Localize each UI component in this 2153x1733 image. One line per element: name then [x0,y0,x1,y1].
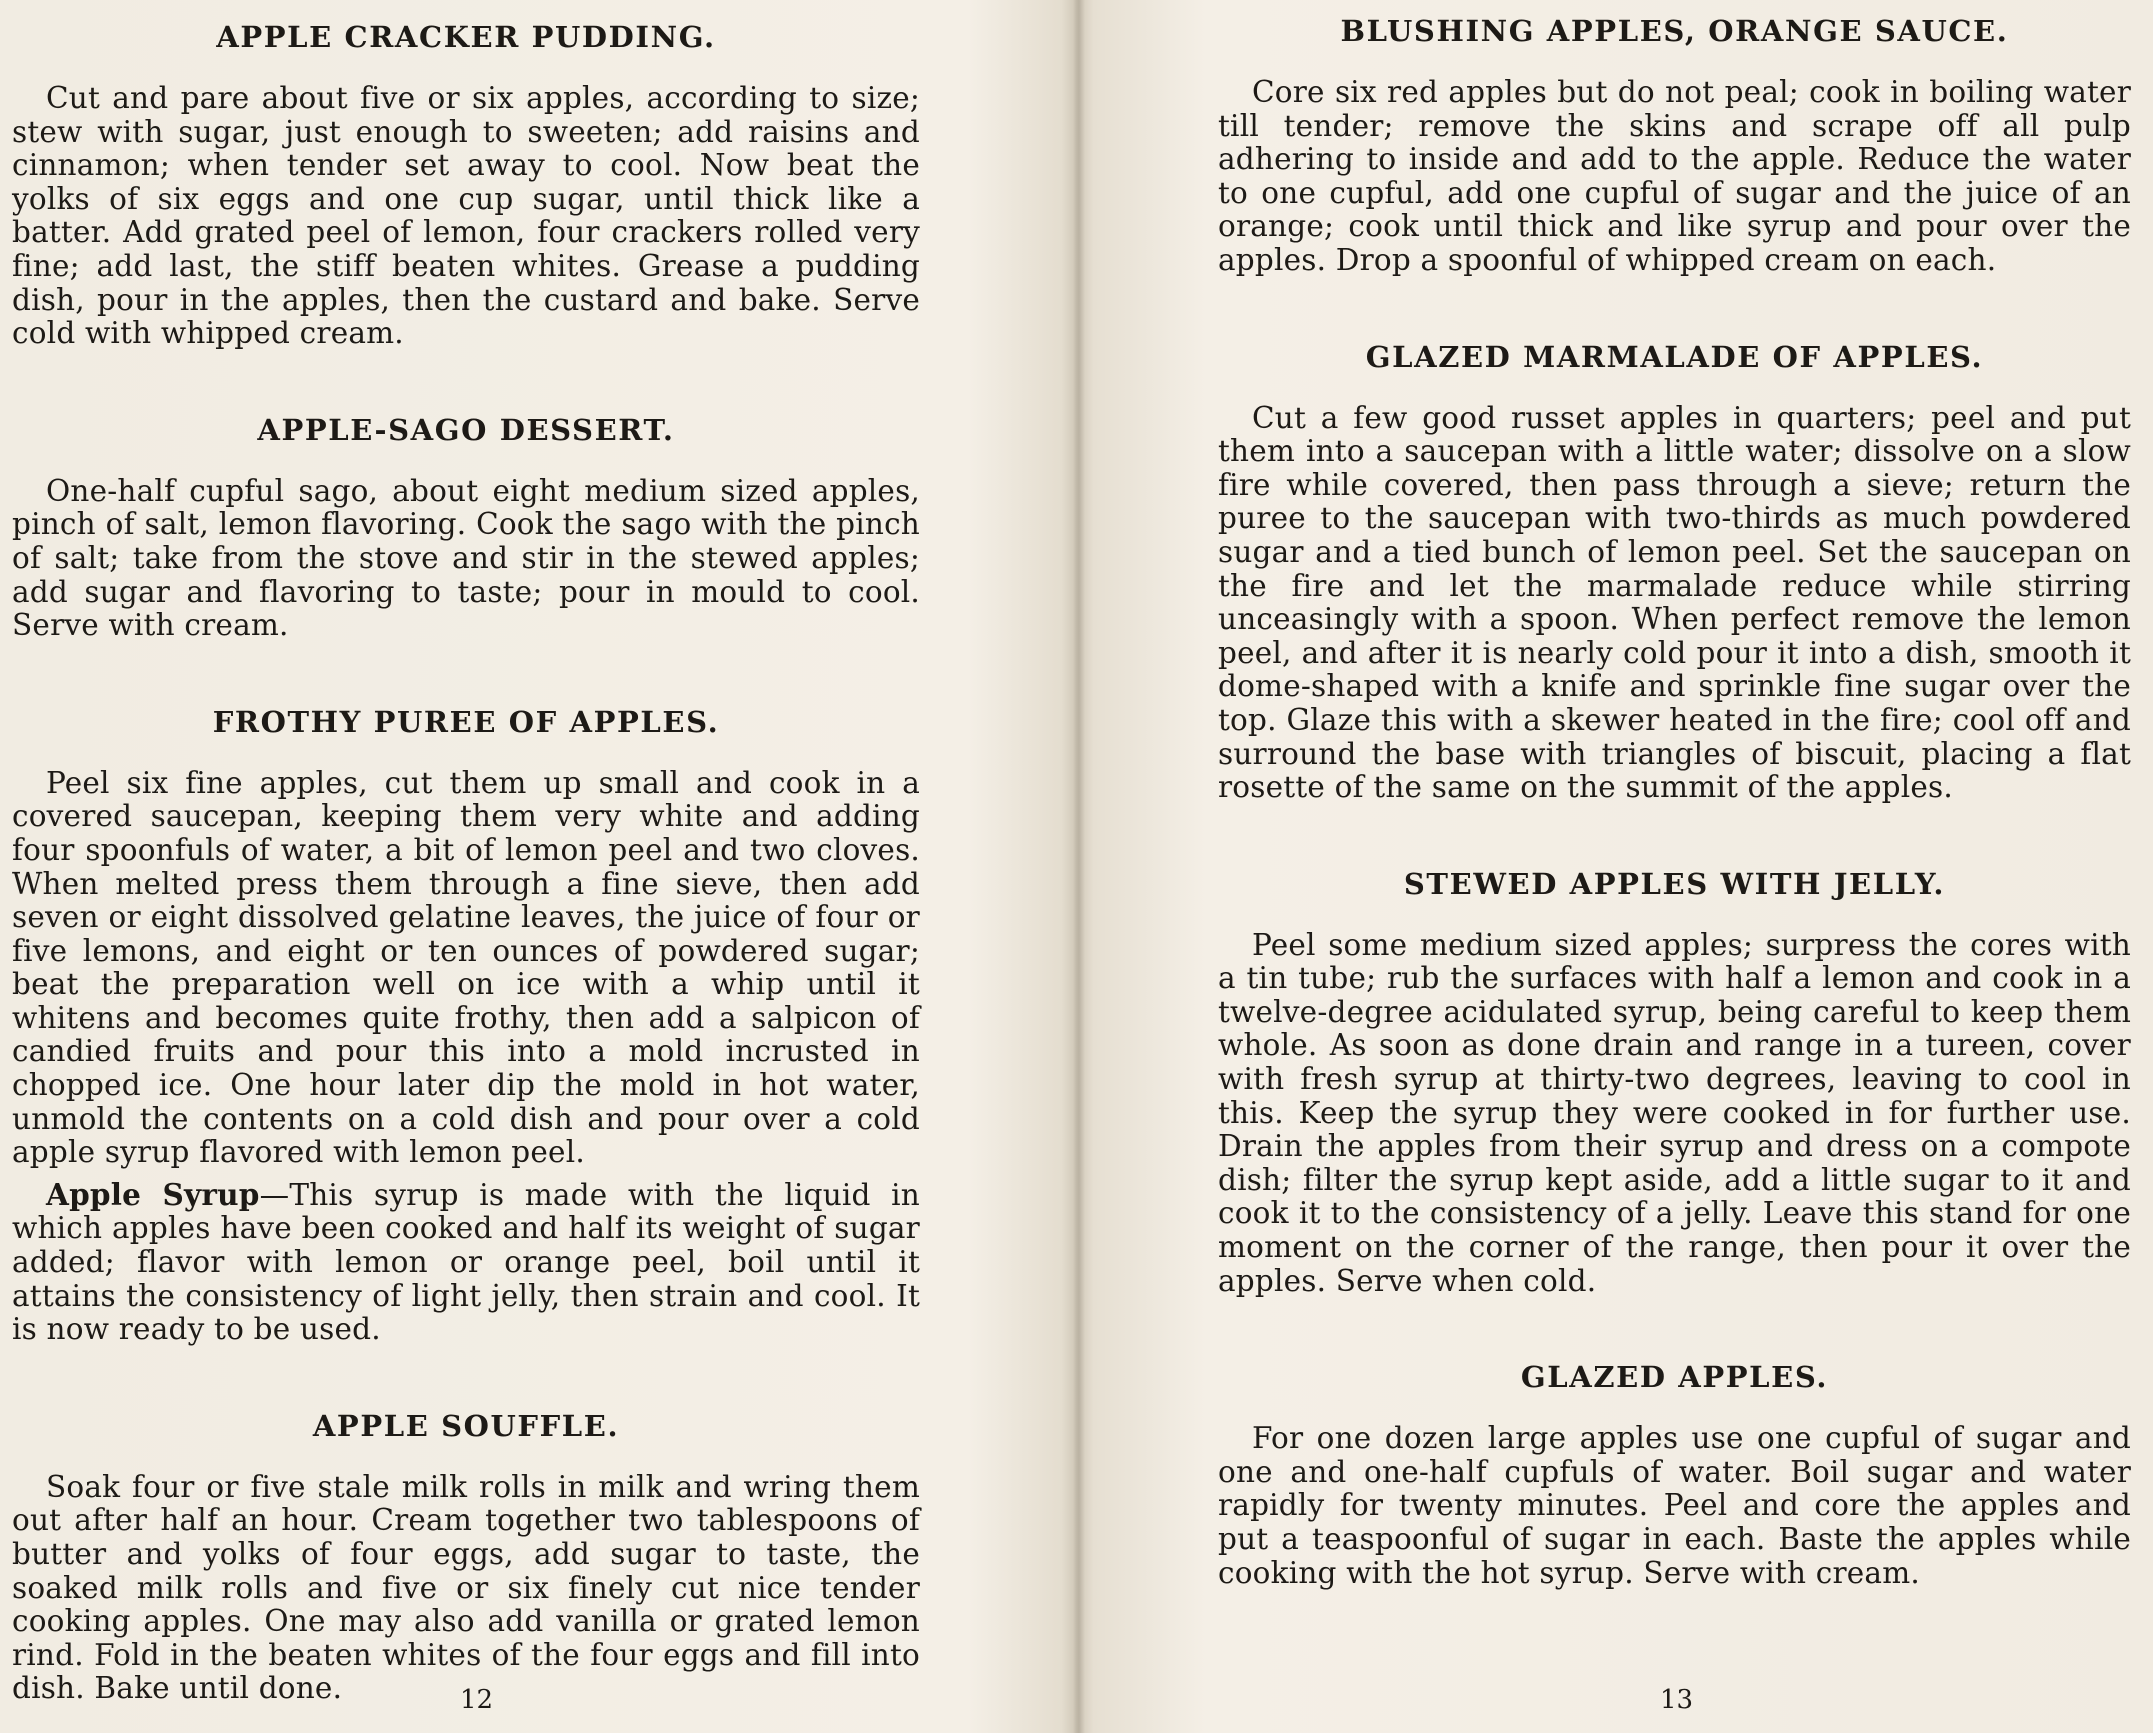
recipe-glazed-apples [1218,1360,2131,1590]
recipe-title: APPLE SOUFFLE. [312,1408,620,1443]
left-page [0,0,1060,1733]
recipe-title: GLAZED MARMALADE OF APPLES. [1365,339,1984,374]
page-number: 13 [1660,1685,1694,1715]
recipe-apple-cracker-pudding [12,20,920,351]
recipe-body: Peel six fine apples, cut them up small and cook in a covered saucepan, keeping them very white and adding four spoonfuls of water, a bit of lemon peel and two cloves. When melted press them through a fine sieve, then add seven or eight dissolved gelatine leaves, the juice of four or five lemons, and eight or ten ounces of powdered sugar; beat the preparation well on ice with a whip until it whitens and becomes quite frothy, then add a salpicon of candied fruits and pour this into a mold incrusted in chopped ice. One hour later dip the mold in hot water, unmold the contents on a cold dish and pour over a cold apple syrup flavored with lemon peel. [12,765,920,1170]
recipe-body: Cut and pare about five or six apples, according to size; stew with sugar, just enough to sweeten; add raisins and cinnamon; when tender set away to cool. Now beat the yolks of six eggs and one cup sugar, until thick like a batter. Add grated peel of lemon, four crackers rolled very fine; add last, the stiff beaten whites. Grease a pudding dish, pour in the apples, then the custard and bake. Serve cold with whipped cream. [12,81,920,351]
page-number: 12 [460,1685,494,1715]
recipe-title: FROTHY PUREE OF APPLES. [212,704,720,739]
apple-syrup-text: —This syrup is made with the liquid in which apples have been cooked and half its weight of sugar added; flavor with lemon or orange peel, boil until it attains the consistency of light jelly, then strain and cool. It is now ready to be used. [12,1177,920,1347]
recipe-stewed-apples-with-jelly [1218,867,2131,1299]
recipe-title: APPLE-SAGO DESSERT. [257,412,675,447]
book-spine [1073,0,1085,1733]
recipe-blushing-apples [1218,14,2131,278]
recipe-frothy-puree-of-apples [12,705,920,1347]
right-page [1100,0,2153,1733]
apple-syrup-note [12,1178,920,1347]
recipe-apple-sago-dessert [12,413,920,643]
recipe-title: STEWED APPLES WITH JELLY. [1403,866,1946,901]
recipe-title: BLUSHING APPLES, ORANGE SAUCE. [1340,14,2009,48]
recipe-glazed-marmalade [1218,340,2131,805]
recipe-body: Peel some medium sized apples; surpress the cores with a tin tube; rub the surfaces with half a lemon and cook in a twelve-degree acidulated syrup, being careful to keep them whole. As soon as done drain and range in a tureen, cover with fresh syrup at thirty-two degrees, leaving to cool in this. Keep the syrup they were cooked in for further use. Drain the apples from their syrup and dress on a compote dish; filter the syrup kept aside, add a little sugar to it and cook it to the consistency of a jelly. Leave this stand for one moment on the corner of the range, then pour it over the apples. Serve when cold. [1218,927,2131,1298]
recipe-body: Core six red apples but do not peal; cook in boiling water till tender; remove the skins and scrape off all pulp adhering to inside and add to the apple. Reduce the water to one cupful, add one cupful of sugar and the juice of an orange; cook until thick and like syrup and pour over the apples. Drop a spoonful of whipped cream on each. [1218,75,2131,277]
apple-syrup-label: Apple Syrup [46,1176,260,1212]
recipe-title: APPLE CRACKER PUDDING. [216,20,716,54]
recipe-body: Cut a few good russet apples in quarters; peel and put them into a saucepan with a little water; dissolve on a slow fire while covered, then pass through a sieve; return the puree to the saucepan with two-thirds as much powdered sugar and a tied bunch of lemon peel. Set the saucepan on the fire and let the marmalade reduce while stirring unceasingly with a spoon. When perfect remove the lemon peel, and after it is nearly cold pour it into a dish, smooth it dome-shaped with a knife and sprinkle fine sugar over the top. Glaze this with a skewer heated in the fire; cool off and surround the base with triangles of biscuit, placing a flat rosette of the same on the summit of the apples. [1218,400,2131,805]
recipe-title: GLAZED APPLES. [1520,1360,1829,1395]
recipe-body: Soak four or five stale milk rolls in milk and wring them out after half an hour. Cream together two tablespoons of butter and yolks of four eggs, add sugar to taste, the soaked milk rolls and five or six finely cut nice tender cooking apples. One may also add vanilla or grated lemon rind. Fold in the beaten whites of the four eggs and fill into dish. Bake until done. [12,1469,920,1706]
recipe-body: One-half cupful sago, about eight medium sized apples, pinch of salt, lemon flavoring. Cook the sago with the pinch of salt; take from the stove and stir in the stewed apples; add sugar and flavoring to taste; pour in mould to cool. Serve with cream. [12,473,920,643]
recipe-body: For one dozen large apples use one cupful of sugar and one and one-half cupfuls of water. Boil sugar and water rapidly for twenty minutes. Peel and core the apples and put a teaspoonful of sugar in each. Baste the apples while cooking with the hot syrup. Serve with cream. [1218,1421,2131,1590]
recipe-apple-souffle [12,1409,920,1706]
